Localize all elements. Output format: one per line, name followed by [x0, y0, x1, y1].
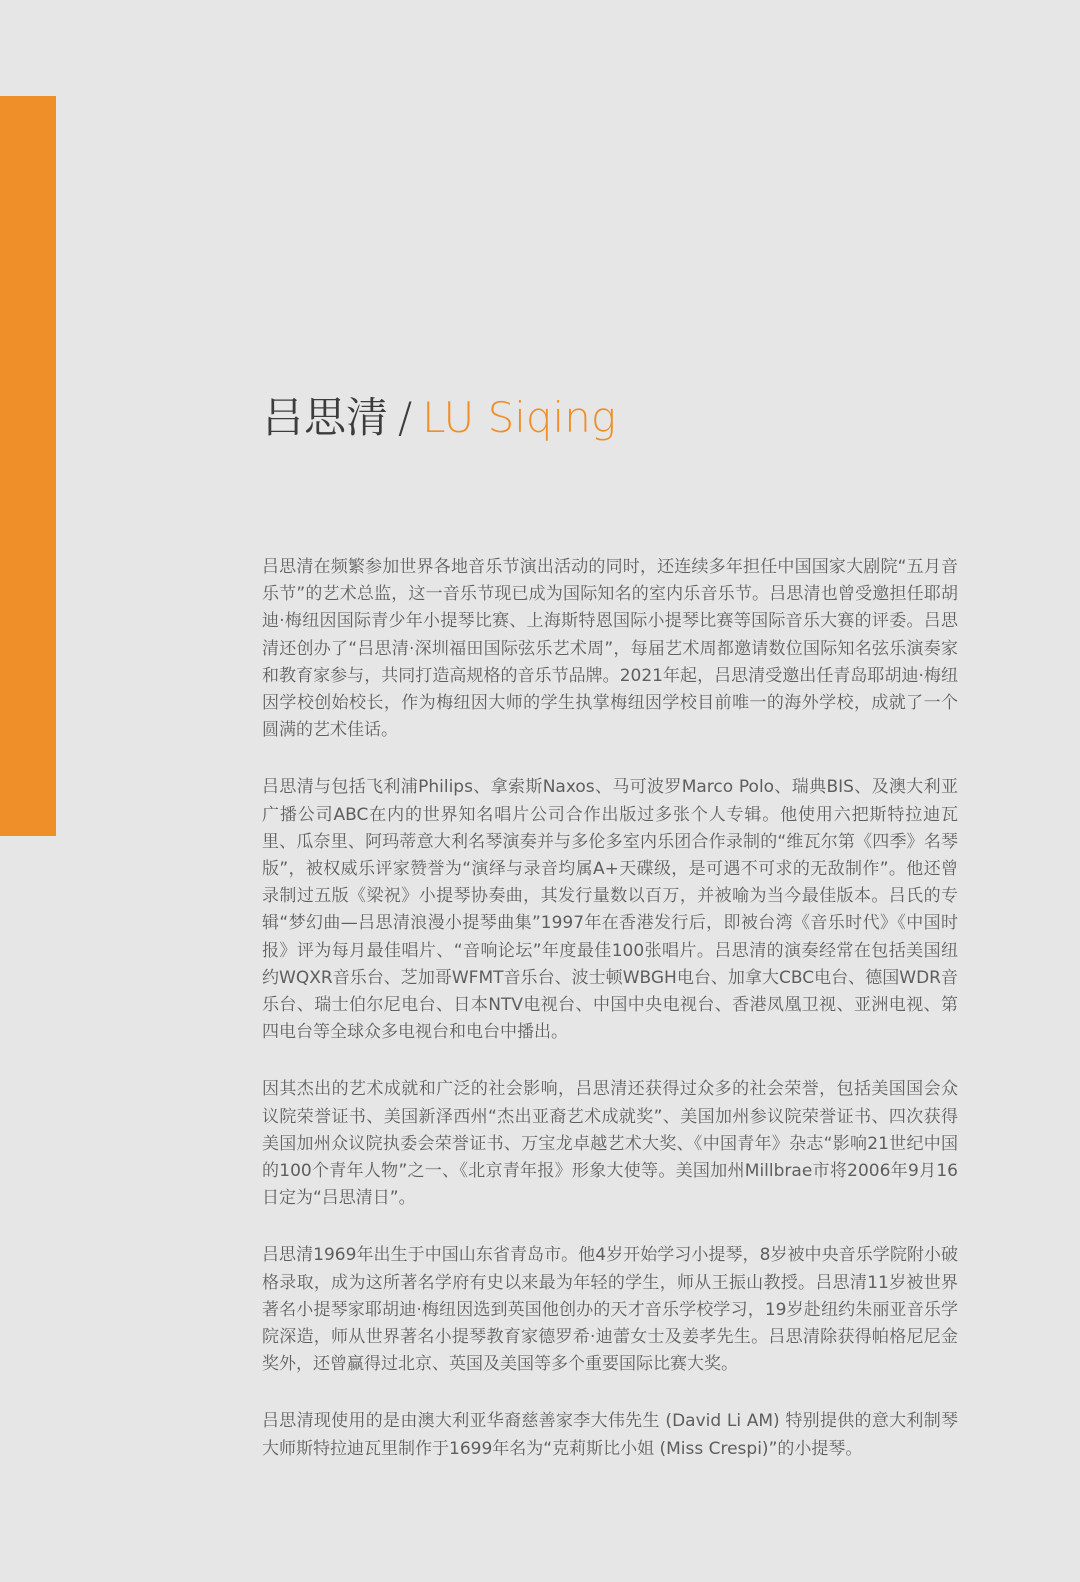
- paragraph-recordings: 吕思清与包括飞利浦Philips、拿索斯Naxos、马可波罗Marco Polo、瑞典BIS、及澳大利亚广播公司ABC在内的世界知名唱片公司合作出版过多张个人专辑。他使用六把斯特拉迪瓦里、瓜奈里、阿玛蒂意大利名琴演奏并与多伦多室内乐团合作录制的“维瓦尔第《四季》名琴版”，被权威乐评家赞誉为“演绎与录音均属A+天碟级，是可遇不可求的无敌制作”。他还曾录制过五版《梁祝》小提琴协奏曲，其发行量数以百万，并被喻为当今最佳版本。吕氏的专辑“梦幻曲—吕思清浪漫小提琴曲集”1997年在香港发行后，即被台湾《音乐时代》《中国时报》评为每月最佳唱片、“音响论坛”年度最佳100张唱片。吕思清的演奏经常在包括美国纽约WQXR音乐台、芝加哥WFMT音乐台、波士顿WBGH电台、加拿大CBC电台、德国WDR音乐台、瑞士伯尔尼电台、日本NTV电视台、中国中央电视台、香港凤凰卫视、亚洲电视、第四电台等全球众多电视台和电台中播出。: [262, 777, 958, 1043]
- title-chinese: 吕思清: [262, 393, 389, 442]
- page-title: [262, 390, 616, 446]
- title-latin: LU Siqing: [422, 393, 617, 442]
- orange-accent-bar: [0, 96, 56, 836]
- paragraph-early-life: 吕思清1969年出生于中国山东省青岛市。他4岁开始学习小提琴，8岁被中央音乐学院附小破格录取，成为这所著名学府有史以来最为年轻的学生，师从王振山教授。吕思清11岁被世界著名小提琴家耶胡迪·梅纽因选到英国他创办的天才音乐学校学习，19岁赴纽约朱丽亚音乐学院深造，师从世界著名小提琴教育家德罗希·迪蕾女士及姜孝先生。吕思清除获得帕格尼尼金奖外，还曾赢得过北京、英国及美国等多个重要国际比赛大奖。: [262, 1245, 958, 1375]
- paragraph-career: 吕思清在频繁参加世界各地音乐节演出活动的同时，还连续多年担任中国国家大剧院“五月音乐节”的艺术总监，这一音乐节现已成为国际知名的室内乐音乐节。吕思清也曾受邀担任耶胡迪·梅纽因国际青少年小提琴比赛、上海斯特恩国际小提琴比赛等国际音乐大赛的评委。吕思清还创办了“吕思清·深圳福田国际弦乐艺术周”，每届艺术周都邀请数位国际知名弦乐演奏家和教育家参与，共同打造高规格的音乐节品牌。2021年起，吕思清受邀出任青岛耶胡迪·梅纽因学校创始校长，作为梅纽因大师的学生执掌梅纽因学校目前唯一的海外学校，成就了一个圆满的艺术佳话。: [262, 557, 958, 741]
- paragraph-instrument: 吕思清现使用的是由澳大利亚华裔慈善家李大伟先生 (David Li AM) 特别提供的意大利制琴大师斯特拉迪瓦里制作于1699年名为“克莉斯比小姐 (Miss Crespi)”的小提琴。: [262, 1411, 958, 1459]
- biography-body: [262, 554, 958, 1493]
- paragraph-honors: 因其杰出的艺术成就和广泛的社会影响，吕思清还获得过众多的社会荣誉，包括美国国会众议院荣誉证书、美国新泽西州“杰出亚裔艺术成就奖”、美国加州参议院荣誉证书、四次获得美国加州众议院执委会荣誉证书、万宝龙卓越艺术大奖、《中国青年》杂志“影响21世纪中国的100个青年人物”之一、《北京青年报》形象大使等。美国加州Millbrae市将2006年9月16日定为“吕思清日”。: [262, 1079, 958, 1209]
- title-separator: /: [398, 393, 413, 442]
